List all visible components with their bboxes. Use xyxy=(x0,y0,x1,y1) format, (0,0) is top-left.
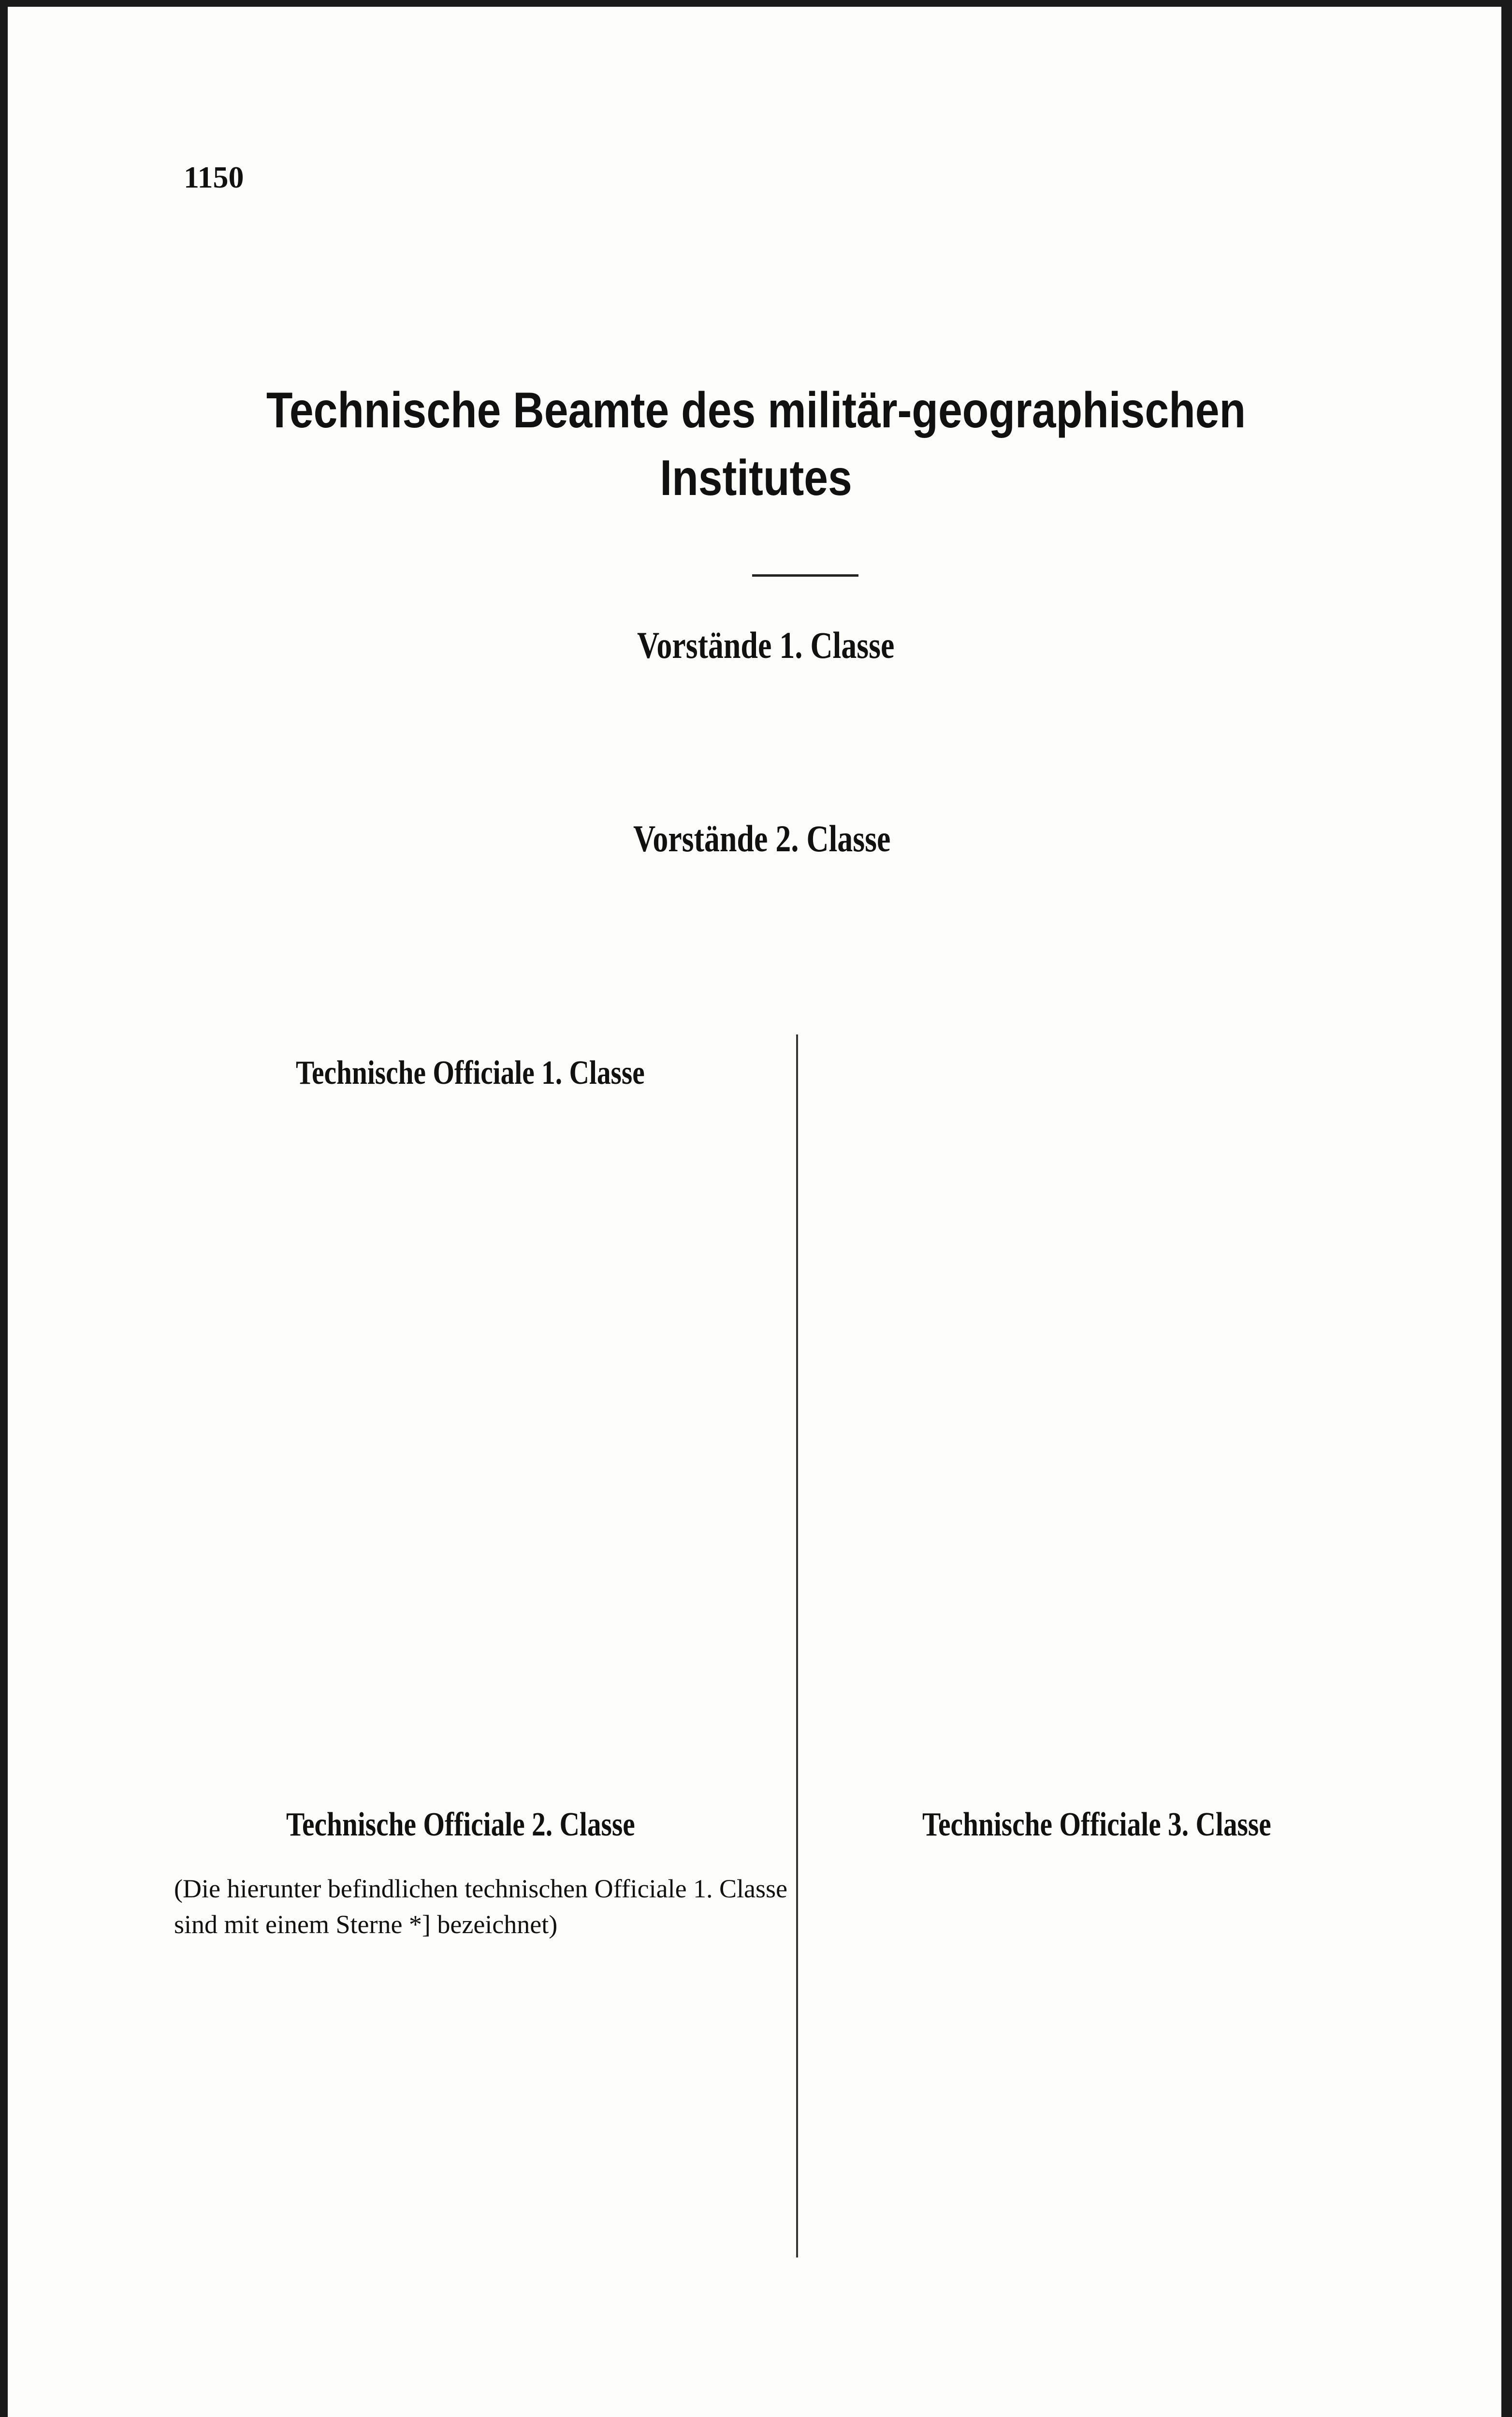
page-title-line-1: Technische Beamte des militär-geographischen xyxy=(266,382,1246,438)
page-title-line-2: Institutes xyxy=(660,450,852,506)
officiale-2-note: (Die hierunter befindlichen technischen Officiale 1. Classe sind mit einem Sterne *] bezeichnet) xyxy=(174,1874,788,1939)
column-divider-bottom xyxy=(796,1856,798,2257)
heading-officiale-3: Technische Officiale 3. Classe xyxy=(922,1806,1271,1843)
title-divider xyxy=(752,574,858,577)
heading-officiale-2: Technische Officiale 2. Classe xyxy=(286,1806,635,1843)
heading-vorstaende-1: Vorstände 1. Classe xyxy=(637,624,895,666)
heading-vorstaende-2: Vorstände 2. Classe xyxy=(633,817,891,859)
heading-officiale-1: Technische Officiale 1. Classe xyxy=(296,1054,645,1092)
page-paper xyxy=(8,7,1501,2417)
page-number: 1150 xyxy=(184,160,244,194)
